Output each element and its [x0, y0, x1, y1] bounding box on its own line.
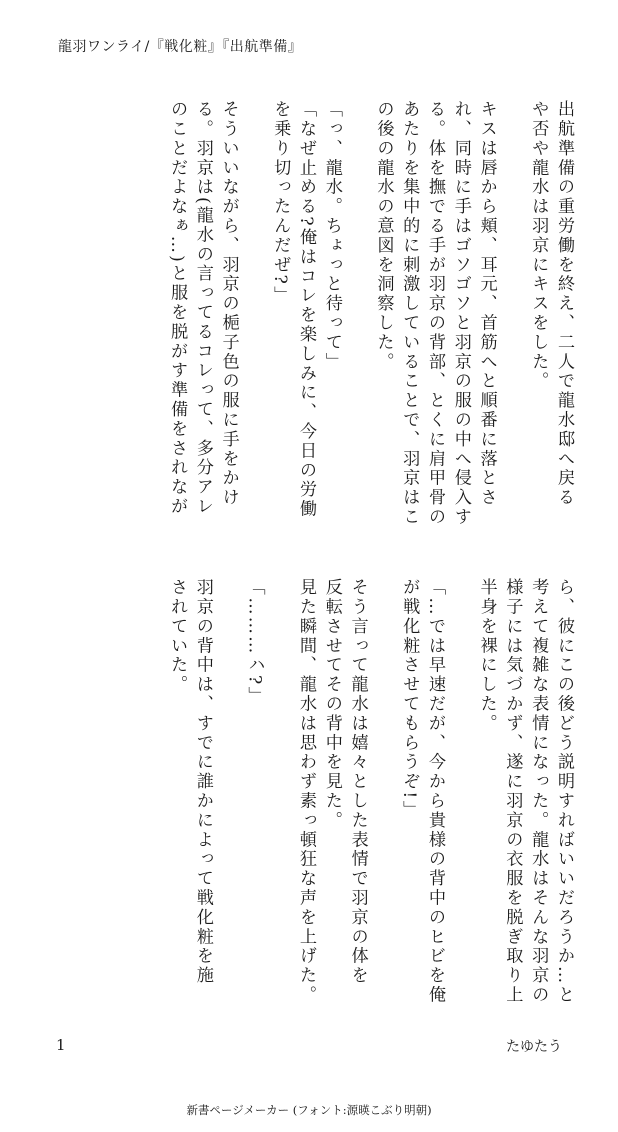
text-column: [241, 100, 266, 527]
page-header: 龍羽ワンライ/『戦化粧』『出航準備』: [58, 39, 303, 55]
text-column: あたりを集中的に刺激していることで、羽京はこ: [399, 100, 420, 527]
text-column: 「なぜ止める?俺はコレを楽しみに、今日の労働: [296, 100, 317, 519]
text-column: [267, 578, 292, 1005]
text-column: が戦化粧させてもらうぞ!」: [399, 578, 420, 820]
author-name: たゆたう: [506, 1039, 562, 1055]
text-column: の後の龍水の意図を洞察した。: [373, 100, 394, 372]
text-column: そう言って龍水は嬉々とした表情で羽京の体を: [347, 578, 368, 986]
text-column: 「っ、龍水。ちょっと待って」: [321, 100, 342, 372]
text-column: [345, 100, 370, 527]
text-column: そういいながら、羽京の梔子色の服に手をかけ: [218, 100, 239, 508]
text-column: 見た瞬間、龍水は思わず素っ頓狂な声を上げた。: [296, 578, 317, 1005]
text-column: ら、彼にこの後どう説明すればいいだろうか…と: [554, 578, 574, 1005]
text-column: されていた。: [167, 578, 188, 695]
text-column: のことだよなぁ…)と服を脱がす準備をされなが: [167, 100, 188, 517]
text-column: 反転させてその背中を見た。: [321, 578, 342, 831]
text-column: れ、同時に手はゴソゴソと羽京の服の中へ侵入す: [450, 100, 471, 527]
text-column: 羽京の背中は、すでに誰かによって戦化粧を施: [192, 578, 213, 986]
text-column: [499, 100, 524, 527]
text-column: を乗り切ったんだぜ?」: [270, 100, 291, 306]
text-column: [448, 578, 473, 1005]
text-column: る。羽京は(龍水の言ってるコレって、多分アレ: [192, 100, 213, 517]
text-column: 考えて複雑な表情になった。龍水はそんな羽京の: [528, 578, 549, 1005]
text-column: キスは唇から頬、耳元、首筋へと順番に落とさ: [476, 100, 497, 508]
top-text-tier: [163, 100, 576, 527]
text-column: 出航準備の重労働を終え、二人で龍水邸へ戻る: [554, 100, 574, 508]
text-column: 半身を裸にした。: [476, 578, 497, 734]
text-column: [216, 578, 241, 1005]
text-column: や否や龍水は羽京にキスをした。: [528, 100, 549, 391]
text-column: 「………ハ?」: [244, 578, 265, 706]
bottom-text-tier: [163, 578, 576, 1005]
text-column: 様子には気づかず、遂に羽京の衣服を脱ぎ取り上: [502, 578, 523, 1005]
page-number: 1: [56, 1036, 66, 1054]
text-column: る。体を撫でる手が羽京の背部、とくに肩甲骨の: [425, 100, 446, 527]
text-column: [370, 578, 395, 1005]
generator-credit: 新書ページメーカー (フォント:源暎こぶり明朝): [186, 1103, 432, 1117]
text-column: 「…では早速だが、今から貴様の背中のヒビを俺: [425, 578, 446, 1005]
